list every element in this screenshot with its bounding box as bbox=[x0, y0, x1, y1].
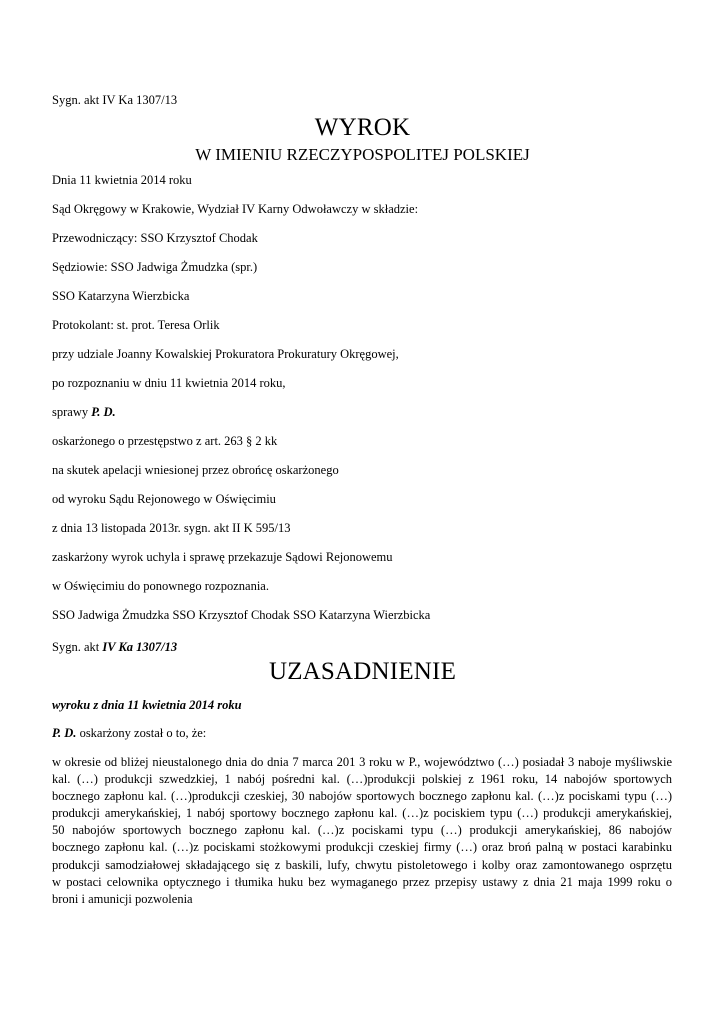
case-signature: Sygn. akt IV Ka 1307/13 bbox=[52, 93, 178, 107]
charge-paragraph bbox=[52, 754, 672, 908]
charge: oskarżonego o przestępstwo z art. 263 § 2 kk bbox=[52, 434, 278, 448]
justification-sygn-value: IV Ka 1307/13 bbox=[102, 640, 178, 654]
verdict-title: WYROK bbox=[314, 114, 411, 141]
paragraph-line: bocznego zapłonu kal. (…)z pociskami stożkowymi produkcji czeskiej firmy (…) oraz broń palną w postaci karabinku bbox=[52, 840, 672, 855]
accused-name: P. D. bbox=[52, 726, 77, 740]
justification-subtitle: wyroku z dnia 11 kwietnia 2014 roku bbox=[52, 698, 242, 712]
verdict-subtitle: W IMIENIU RZECZYPOSPOLITEJ POLSKIEJ bbox=[195, 145, 530, 164]
court-clerk: Protokolant: st. prot. Teresa Orlik bbox=[52, 318, 220, 332]
accused-line bbox=[52, 726, 206, 740]
defendant-name: P. D. bbox=[91, 405, 116, 419]
hearing-date: po rozpoznaniu w dniu 11 kwietnia 2014 roku, bbox=[52, 376, 286, 390]
paragraph-line: 50 nabojów sportowych bocznego zapłonu kal. (…)z pociskami typu (…) produkcji amerykańskiej, 86 nabojów bbox=[52, 823, 672, 838]
justification-title: UZASADNIENIE bbox=[268, 658, 457, 685]
paragraph-line: produkcji samodziałowej składającego się z baskili, lufy, chwytu pistoletowego i kolby oraz zamontowanego osprzętu bbox=[52, 857, 672, 872]
paragraph-line: broni i amunicji pozwolenia bbox=[52, 891, 193, 906]
accused-text: oskarżony został o to, że: bbox=[76, 726, 207, 740]
lower-court-date: z dnia 13 listopada 2013r. sygn. akt II K 595/13 bbox=[52, 521, 291, 535]
paragraph-line: bocznego zapłonu kal. (…)produkcji czeskiej, 30 nabojów sportowych bocznego zapłonu kal. (…)z pociskami typu (…) bbox=[52, 789, 672, 804]
justification-sygn-prefix: Sygn. akt bbox=[52, 640, 103, 654]
paragraph-line: kal. (…) produkcji szwedzkiej, 1 nabój pośredni kal. (…)produkcji polskiej z 1961 roku, 14 nabojów sportowych bbox=[52, 772, 672, 787]
ruling-line-2: w Oświęcimiu do ponownego rozpoznania. bbox=[52, 579, 269, 593]
paragraph-line: produkcji amerykańskiej, 1 nabój sportowy bocznego zapłonu kal. (…)z pociskiem typu (…) produkcji amerykańskiej, bbox=[52, 806, 672, 821]
verdict-date: Dnia 11 kwietnia 2014 roku bbox=[52, 173, 192, 187]
judges: Sędziowie: SSO Jadwiga Żmudzka (spr.) bbox=[52, 260, 258, 274]
ruling-line-1: zaskarżony wyrok uchyla i sprawę przekazuje Sądowi Rejonowemu bbox=[52, 550, 393, 564]
prosecutor: przy udziale Joanny Kowalskiej Prokuratora Prokuratury Okręgowej, bbox=[52, 347, 399, 361]
presiding-judge: Przewodniczący: SSO Krzysztof Chodak bbox=[52, 231, 258, 245]
lower-court: od wyroku Sądu Rejonowego w Oświęcimiu bbox=[52, 492, 276, 506]
appeal: na skutek apelacji wniesionej przez obrońcę oskarżonego bbox=[52, 463, 339, 477]
judge-second: SSO Katarzyna Wierzbicka bbox=[52, 289, 190, 303]
justification-signature bbox=[52, 640, 177, 654]
paragraph-line: w postaci celownika optycznego i tłumika huku bez wymaganego przez przepisy ustawy z dnia 21 maja 1999 roku o bbox=[52, 874, 672, 889]
case-line bbox=[52, 405, 116, 419]
court-composition: Sąd Okręgowy w Krakowie, Wydział IV Karny Odwoławczy w składzie: bbox=[52, 202, 419, 216]
signatures: SSO Jadwiga Żmudzka SSO Krzysztof Chodak SSO Katarzyna Wierzbicka bbox=[52, 608, 431, 622]
case-prefix: sprawy bbox=[52, 405, 92, 419]
paragraph-line: w okresie od bliżej nieustalonego dnia do dnia 7 marca 201 3 roku w P., województwo (…) posiadał 3 naboje myśliwskie bbox=[52, 755, 672, 769]
